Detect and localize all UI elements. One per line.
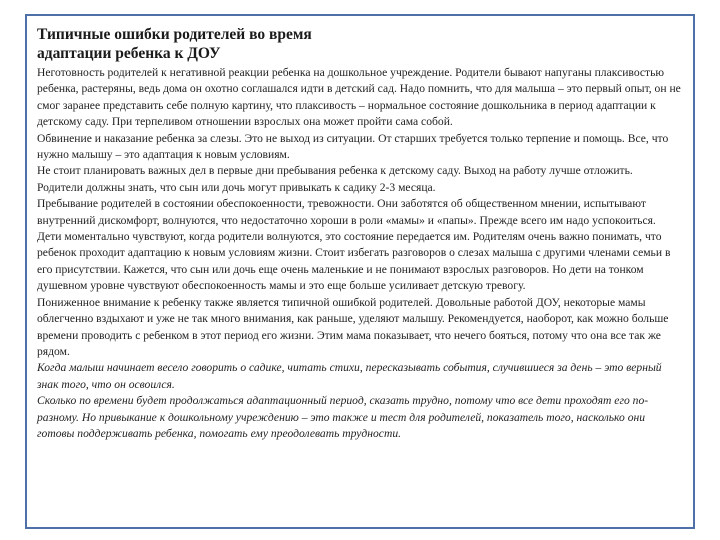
title-line-1: Типичные ошибки родителей во время [37,26,312,43]
title-line-2: адаптации ребенка к ДОУ [37,45,221,62]
paragraph-anxiety: Пребывание родителей в состоянии обеспокоенности, тревожности. Они заботятся об общественном мнении, испытывают внутренний дискомфорт, волнуются, что недостаточно хороши в роли «мамы» и «папы». Прежде всего им надо успокоиться. Дети моментально чувствуют, когда родители волнуются, это состояние передается им. Родителям очень важно понимать, что ребенок проходит адаптацию к новым условиям жизни. Стоит избегать разговоров о слезах малыша с другими членами семьи в его присутствии. Кажется, что сын или дочь еще очень маленькие и не понимают взрослых разговоров. Но дети на тонком душевном уровне чувствуют обеспокоенность мамы и это еще больше усиливает детскую тревогу. [37,197,671,293]
body-text [37,65,681,442]
paragraph-unpreparedness: Неготовность родителей к негативной реакции ребенка на дошкольное учреждение. Родители бывают напуганы плаксивостью ребенка, растеряны, ведь дома он охотно соглашался идти в детский сад. Надо помнить, что для малыша – это первый опыт, он не смог заранее представить себе полную картину, что плаксивость – нормальное состояние дошкольника в период адаптации к детскому саду. При терпеливом отношении взрослых она может пройти сама собой. [37,66,681,129]
slide-content [37,25,681,442]
slide-frame [25,14,695,529]
paragraph-plans: Не стоит планировать важных дел в первые дни пребывания ребенка к детскому саду. Выход на работу лучше отложить. Родители должны знать, что сын или дочь могут привыкать к садику 2-3 месяца. [37,164,633,194]
slide-title [37,25,681,63]
paragraph-adaptation-duration: Сколько по времени будет продолжаться адаптационный период, сказать трудно, потому что все дети проходят его по-разному. Но привыкание к дошкольному учреждению – это также и тест для родителей, показатель того, насколько они готовы поддерживать ребенка, помогать ему преодолевать трудности. [37,394,649,440]
paragraph-reduced-attention: Пониженное внимание к ребенку также является типичной ошибкой родителей. Довольные работой ДОУ, некоторые мамы облегченно вздыхают и уже не так много внимания, как раньше, уделяют малышу. Рекомендуется, наоборот, как можно больше времени проводить с ребенком в этот период его жизни. Этим мама показывает, что нечего бояться, потому что она все так же рядом. [37,295,669,358]
paragraph-blame-punishment: Обвинение и наказание ребенка за слезы. Это не выход из ситуации. От старших требуется только терпение и помощь. Все, что нужно малышу – это адаптация к новым условиям. [37,131,669,162]
paragraph-sign-of-adaptation: Когда малыш начинает весело говорить о садике, читать стихи, пересказывать события, случившиеся за день – это верный знак того, что он освоился. [37,361,662,391]
